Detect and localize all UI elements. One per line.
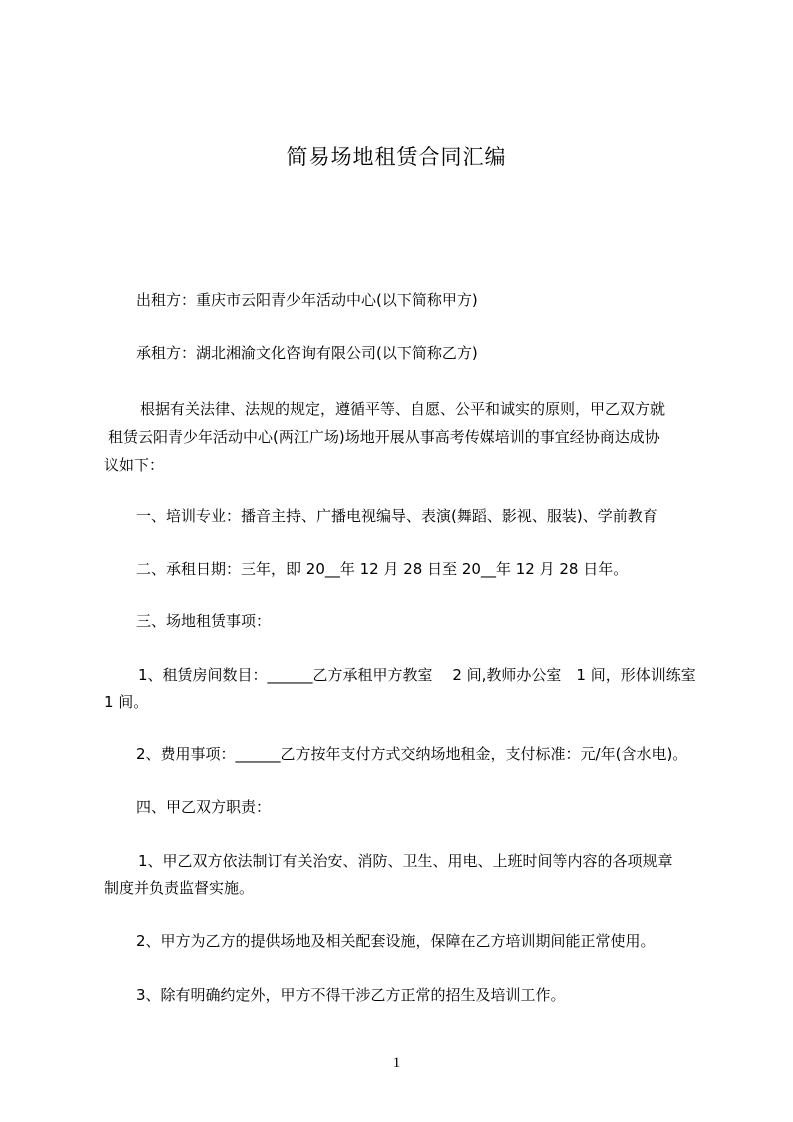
item-line: 1、租赁房间数目：______乙方承租甲方教室 2 间,教师办公室 1 间，形体训练室 xyxy=(138,666,696,684)
item-line: 1、甲乙双方依法制订有关治安、消防、卫生、用电、上班时间等内容的各项规章 xyxy=(138,852,673,870)
intro-line: 根据有关法律、法规的规定，遵循平等、自愿、公平和诚实的原则，甲乙双方就 xyxy=(140,400,666,418)
intro-line: 议如下： xyxy=(104,456,165,474)
section-training-majors: 一、培训专业：播音主持、广播电视编导、表演(舞蹈、影视、服装)、学前教育 xyxy=(136,507,658,525)
item-line: 制度并负责监督实施。 xyxy=(104,879,255,897)
page-number: 1 xyxy=(392,1055,401,1071)
item-venue-provision: 2、甲方为乙方的提供场地及相关配套设施，保障在乙方培训期间能正常使用。 xyxy=(136,932,656,950)
document-title: 简易场地租赁合同汇编 xyxy=(286,145,507,169)
lessee-line: 承租方：湖北湘渝文化咨询有限公司(以下简称乙方) xyxy=(136,344,478,362)
section-responsibilities-heading: 四、甲乙双方职责： xyxy=(136,798,272,816)
intro-line: 租赁云阳青少年活动中心(两江广场)场地开展从事高考传媒培训的事宜经协商达成协 xyxy=(108,428,660,446)
lessor-line: 出租方：重庆市云阳青少年活动中心(以下简称甲方) xyxy=(136,291,478,309)
item-line: 1 间。 xyxy=(104,693,149,711)
item-non-interference: 3、除有明确约定外，甲方不得干涉乙方正常的招生及培训工作。 xyxy=(136,986,566,1004)
section-lease-period: 二、承租日期：三年，即 20__年 12 月 28 日至 20__年 12 月 28 日年。 xyxy=(136,560,629,578)
section-lease-matters-heading: 三、场地租赁事项： xyxy=(136,612,272,630)
item-fee-matters: 2、费用事项：______乙方按年支付方式交纳场地租金，支付标准：元/年(含水电)。 xyxy=(136,745,688,763)
